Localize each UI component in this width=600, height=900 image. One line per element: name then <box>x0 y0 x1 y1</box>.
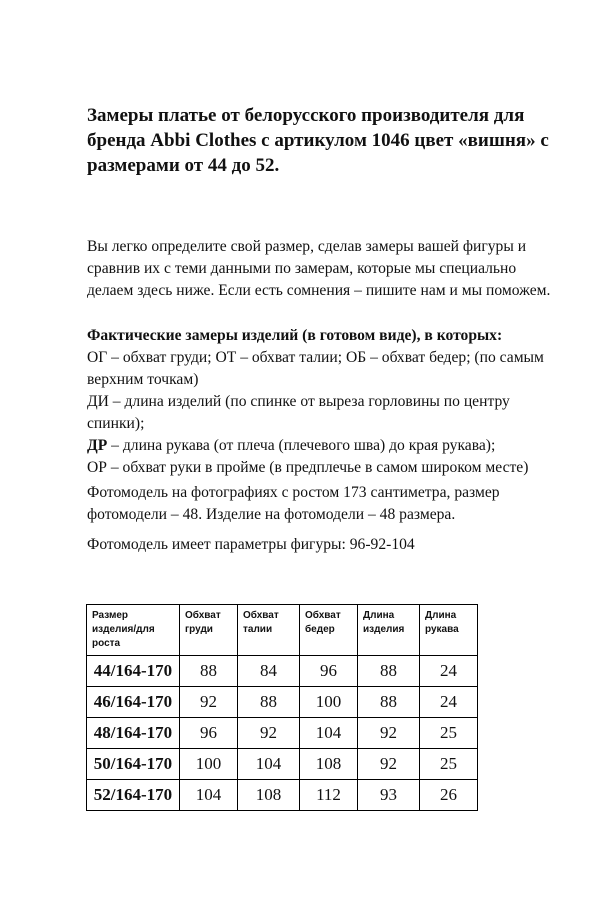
cell-waist: 108 <box>238 780 300 811</box>
cell-sleeve: 26 <box>420 780 478 811</box>
cell-sleeve: 25 <box>420 749 478 780</box>
header-hips: Обхват бедер <box>300 605 358 656</box>
cell-hips: 100 <box>300 687 358 718</box>
cell-chest: 104 <box>180 780 238 811</box>
measurements-definitions <box>87 325 567 479</box>
table-row <box>87 749 478 780</box>
header-chest: Обхват груди <box>180 605 238 656</box>
cell-hips: 96 <box>300 656 358 687</box>
cell-size: 46/164-170 <box>87 687 180 718</box>
cell-chest: 92 <box>180 687 238 718</box>
table-row <box>87 656 478 687</box>
cell-hips: 112 <box>300 780 358 811</box>
model-info: Фотомодель на фотографиях с ростом 173 сантиметра, размер фотомодели – 48. Изделие на фотомодели – 48 размера. <box>87 484 500 523</box>
cell-size: 48/164-170 <box>87 718 180 749</box>
definition-og: ОГ – обхват груди; ОТ – обхват талии; ОБ – обхват бедер; (по самым верхним точкам) <box>87 349 544 388</box>
cell-hips: 108 <box>300 749 358 780</box>
table-row <box>87 718 478 749</box>
cell-waist: 104 <box>238 749 300 780</box>
cell-sleeve: 24 <box>420 687 478 718</box>
cell-sleeve: 24 <box>420 656 478 687</box>
cell-size: 50/164-170 <box>87 749 180 780</box>
model-params: Фотомодель имеет параметры фигуры: 96-92-104 <box>87 536 415 553</box>
definition-dr-text: – длина рукава (от плеча (плечевого шва) до края рукава); <box>107 437 496 454</box>
table-row <box>87 687 478 718</box>
cell-length: 92 <box>358 749 420 780</box>
cell-chest: 88 <box>180 656 238 687</box>
cell-length: 93 <box>358 780 420 811</box>
cell-waist: 92 <box>238 718 300 749</box>
cell-length: 88 <box>358 656 420 687</box>
intro-paragraph: Вы легко определите свой размер, сделав замеры вашей фигуры и сравнив их с теми данными по замерам, которые мы специально делаем здесь ниже. Если есть сомнения – пишите нам и мы поможем. <box>87 238 551 299</box>
cell-chest: 100 <box>180 749 238 780</box>
cell-waist: 88 <box>238 687 300 718</box>
table-row <box>87 780 478 811</box>
document-title: Замеры платье от белорусского производителя для бренда Abbi Clothes с артикулом 1046 цвет «вишня» с размерами от 44 до 52. <box>87 105 549 176</box>
cell-waist: 84 <box>238 656 300 687</box>
header-size: Размер изделия/для роста <box>87 605 180 656</box>
cell-size: 52/164-170 <box>87 780 180 811</box>
cell-length: 92 <box>358 718 420 749</box>
definition-or: ОР – обхват руки в пройме (в предплечье в самом широком месте) <box>87 459 529 476</box>
cell-length: 88 <box>358 687 420 718</box>
definition-di: ДИ – длина изделий (по спинке от выреза горловины по центру спинки); <box>87 393 510 432</box>
cell-chest: 96 <box>180 718 238 749</box>
definition-dr <box>87 435 567 457</box>
cell-hips: 104 <box>300 718 358 749</box>
cell-sleeve: 25 <box>420 718 478 749</box>
header-waist: Обхват талии <box>238 605 300 656</box>
size-table <box>86 604 478 811</box>
header-sleeve: Длина рукава <box>420 605 478 656</box>
definitions-heading: Фактические замеры изделий (в готовом виде), в которых: <box>87 327 503 344</box>
definition-dr-abbr: ДР <box>87 437 108 454</box>
header-length: Длина изделия <box>358 605 420 656</box>
cell-size: 44/164-170 <box>87 656 180 687</box>
table-header-row <box>87 605 478 656</box>
